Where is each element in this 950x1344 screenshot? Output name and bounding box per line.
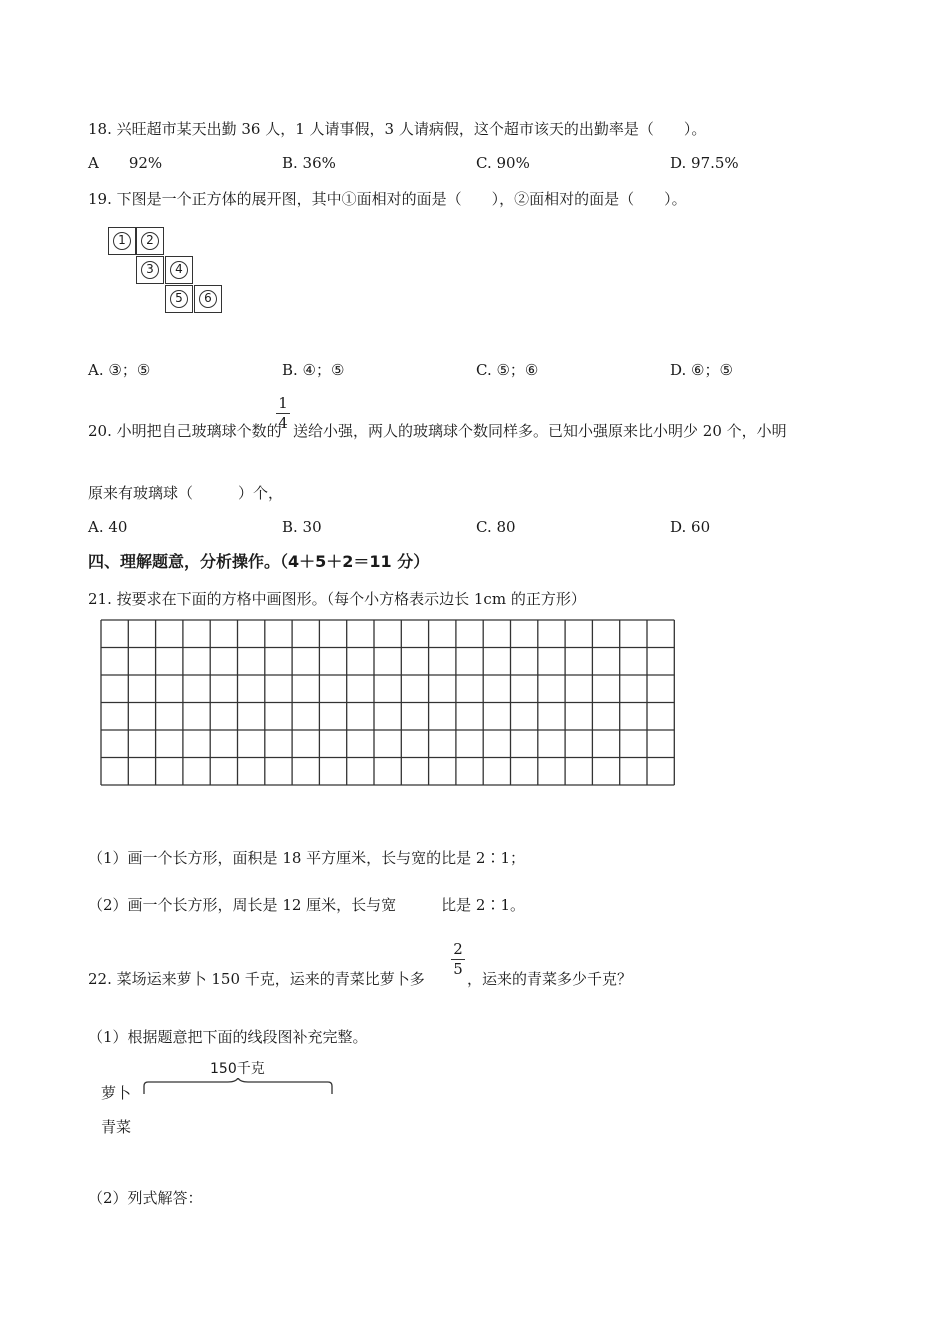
q19-option-a[interactable]: A. ③；⑤ [88,361,151,379]
q21-part1: （1）画一个长方形，面积是 18 平方厘米，长与宽的比是 2∶1； [88,849,526,867]
q20-text-line2: 原来有玻璃球（ ）个， [88,484,284,502]
q21-part2: （2）画一个长方形，周长是 12 厘米，长与宽 比是 2∶1。 [88,896,526,914]
net-face-4-label: 4 [170,261,188,279]
segment-row-greens-label: 青菜 [101,1118,132,1136]
q22-text-after: ，运来的青菜多少千克？ [467,970,633,988]
q20-option-d[interactable]: D. 60 [670,518,711,536]
section-4-heading: 四、理解题意，分析操作。（4＋5＋2＝11 分） [88,552,430,571]
net-face-2-label: 2 [141,232,159,250]
segment-row-radish-label: 萝卜 [101,1084,132,1102]
q19-option-c[interactable]: C. ⑤；⑥ [476,361,539,379]
q22-part1: （1）根据题意把下面的线段图补充完整。 [88,1028,368,1046]
q22-fraction-denominator: 5 [453,960,463,978]
net-face-3-label: 3 [141,261,159,279]
q20-option-c[interactable]: C. 80 [476,518,516,536]
q22-part2: （2）列式解答： [88,1189,203,1207]
q18-text: 18. 兴旺超市某天出勤 36 人，1 人请事假，3 人请病假，这个超市该天的出勤率是（ ）。 [88,120,707,138]
q21-text: 21. 按要求在下面的方格中画图形。（每个小方格表示边长 1cm 的正方形） [88,590,586,608]
q18-option-a[interactable]: A 92% [88,154,163,172]
segment-diagram-brace [140,1078,340,1098]
net-face-6-label: 6 [199,290,217,308]
q20-option-b[interactable]: B. 30 [282,518,322,536]
q18-option-c[interactable]: C. 90% [476,154,530,172]
q19-option-b[interactable]: B. ④；⑤ [282,361,345,379]
net-face-5-label: 5 [170,290,188,308]
net-face-1-label: 1 [113,232,131,250]
q20-text-before: 20. 小明把自己玻璃球个数的 [88,422,282,440]
q22-fraction [451,941,465,978]
q18-option-b[interactable]: B. 36% [282,154,336,172]
q20-option-a[interactable]: A. 40 [88,518,128,536]
q22-fraction-numerator: 2 [453,940,463,958]
q19-option-d[interactable]: D. ⑥；⑤ [670,361,733,379]
q20-fraction-numerator: 1 [278,394,288,412]
q18-option-d[interactable]: D. 97.5% [670,154,739,172]
q19-text: 19. 下图是一个正方体的展开图，其中①面相对的面是（ ），②面相对的面是（ ）。 [88,190,687,208]
q22-text-before: 22. 菜场运来萝卜 150 千克，运来的青菜比萝卜多 [88,970,425,988]
segment-brace-label: 150千克 [210,1061,265,1077]
q20-fraction-denominator: 4 [278,414,288,432]
q20-text-after: 送给小强，两人的玻璃球个数同样多。已知小强原来比小明少 20 个，小明 [293,422,787,440]
